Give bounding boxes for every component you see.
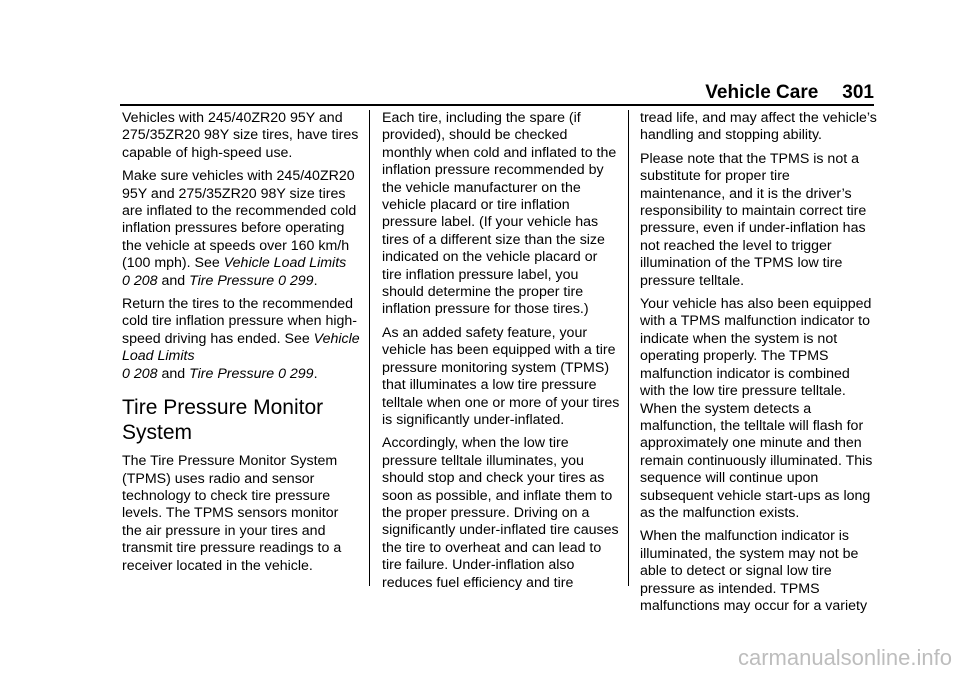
paragraph: Your vehicle has also been equipped with a TPMS malfunction indicator to indicate when the system is not operating properly. The TPMS malfunction indicator is combined with the low tire pressure telltale. When the system detects a malfunction, the telltale will flash for approximately one minute and then remain continuously illuminated. This sequence will continue upon subsequent vehicle start-ups as long as the malfunction exists. bbox=[640, 296, 873, 521]
section-heading: Tire Pressure Monitor System bbox=[122, 396, 324, 445]
column-2 bbox=[382, 110, 620, 598]
column-divider bbox=[369, 110, 370, 586]
page-reference[interactable]: 0 299 bbox=[278, 365, 314, 382]
paragraph: The Tire Pressure Monitor System (TPMS) uses radio and sensor technology to check tire pressure levels. The TPMS sensors monitor the air pressure in your tires and transmit tire pressure readings to a receiver located in the vehicle. bbox=[122, 453, 342, 574]
page-reference[interactable]: 0 208 bbox=[122, 365, 158, 382]
paragraph: Each tire, including the spare (if provided), should be checked monthly when cold and inflated to the inflation pressure recommended by the vehicle manufacturer on the vehicle placard or tire inflation pressure label. (If your vehicle has tires of a different size than the size indicated on the vehicle placard or tire inflation pressure label, you should determine the proper tire inflation pressure for those tires.) bbox=[382, 110, 617, 318]
page-header bbox=[705, 82, 874, 104]
paragraph: Vehicles with 245/40ZR20 95Y and 275/35ZR20 98Y size tires, have tires capable of high-speed use. bbox=[122, 110, 359, 161]
paragraph: Accordingly, when the low tire pressure telltale illuminates, you should stop and check your tires as soon as possible, and inflate them to the proper pressure. Driving on a significantly under-inflated tire causes the tire to overheat and can lead to tire failure. Under-inflation also reduces fuel efficiency and tire bbox=[382, 435, 619, 591]
column-3 bbox=[640, 110, 878, 621]
column-divider bbox=[628, 110, 629, 586]
watermark: carmanualsonline.info bbox=[737, 645, 952, 670]
cross-reference-link[interactable]: Vehicle Load Limits bbox=[122, 330, 360, 365]
paragraph: Please note that the TPMS is not a substitute for proper tire maintenance, and it is the driver’s responsibility to maintain correct tire pressure, even if under-inflation has not reached the level to trigger illumination of the TPMS low tire pressure telltale. bbox=[640, 150, 867, 289]
header-rule bbox=[120, 104, 874, 106]
section-title-header: Vehicle Care bbox=[705, 82, 819, 103]
cross-reference-link[interactable]: Vehicle Load Limits bbox=[223, 255, 347, 272]
paragraph: tread life, and may affect the vehicle’s handling and stopping ability. bbox=[640, 110, 877, 144]
paragraph: Return the tires to the recommended cold tire inflation pressure when high-speed driving has ended. See Vehicle Load Limits 0 208 and Tire Pressure 0 299. bbox=[122, 296, 360, 382]
cross-reference-link[interactable]: Tire Pressure bbox=[189, 272, 275, 289]
page-reference[interactable]: 0 299 bbox=[278, 272, 314, 289]
column-1 bbox=[122, 110, 360, 581]
paragraph: When the malfunction indicator is illuminated, the system may not be able to detect or signal low tire pressure as intended. TPMS malfunctions may occur for a variety bbox=[640, 528, 868, 614]
page-number: 301 bbox=[842, 82, 874, 103]
cross-reference-link[interactable]: Tire Pressure bbox=[189, 365, 275, 382]
paragraph: As an added safety feature, your vehicle has been equipped with a tire pressure monitoring system (TPMS) that illuminates a low tire pressure telltale when one or more of your tires is significantly under-inflated. bbox=[382, 324, 620, 428]
page-reference[interactable]: 0 208 bbox=[122, 272, 158, 289]
paragraph: Make sure vehicles with 245/40ZR20 95Y and 275/35ZR20 98Y size tires are inflated to the recommended cold inflation pressures before operating the vehicle at speeds over 160 km/h (100 mph). See Vehicle Load Limits 0 208 and Tire Pressure 0 299. bbox=[122, 168, 357, 289]
